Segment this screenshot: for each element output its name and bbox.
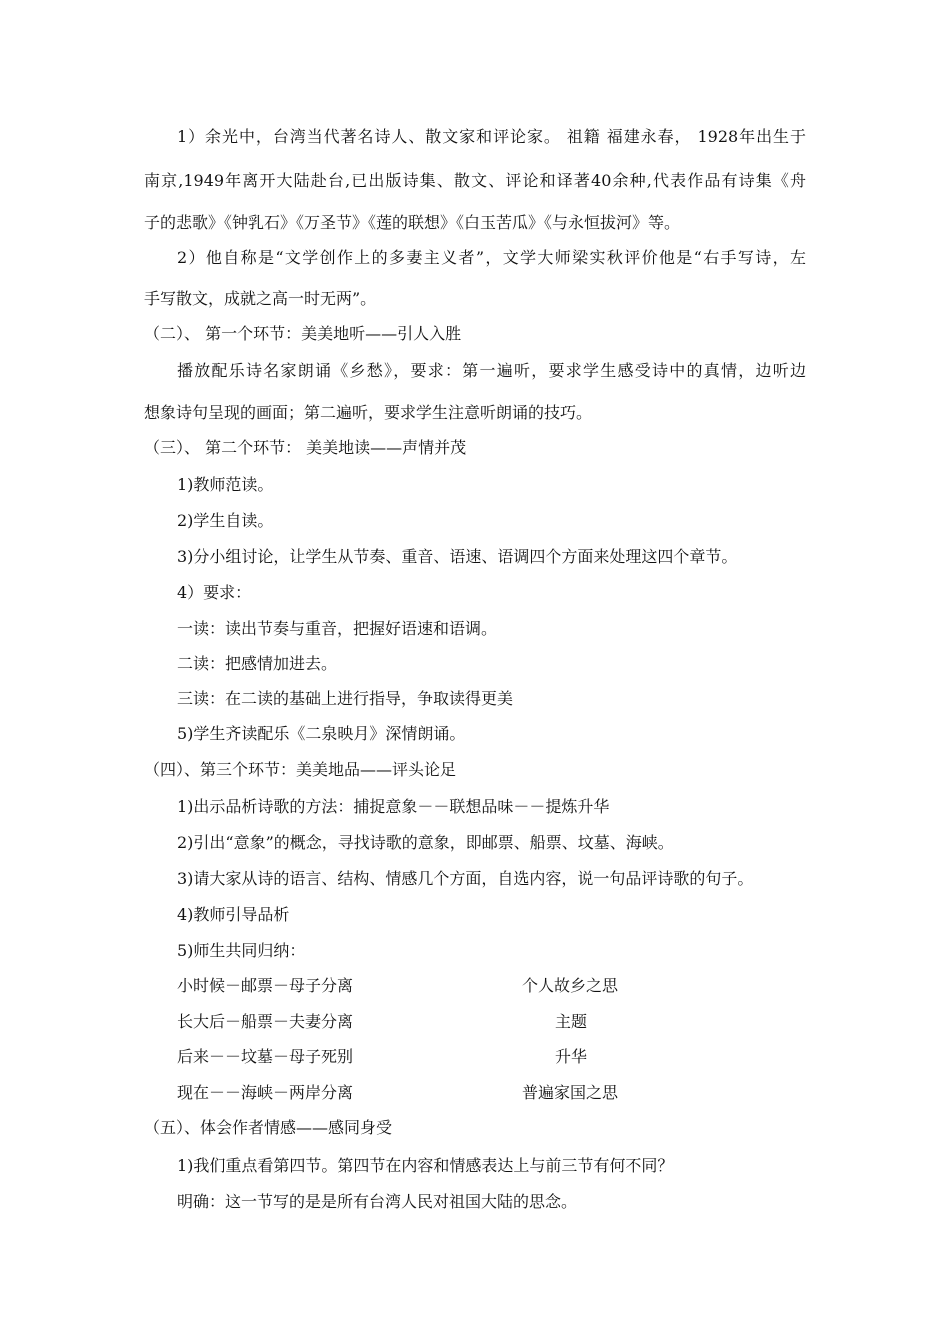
summary-row-right: 个人故乡之思 xyxy=(522,976,619,995)
summary-row-right: 主题 xyxy=(555,1012,588,1031)
section-3-item: 二读：把感情加进去。 xyxy=(177,654,338,673)
section-3-item: 4）要求： xyxy=(177,583,252,602)
summary-row-right: 升华 xyxy=(555,1047,588,1066)
section-5-item: 1)我们重点看第四节。第四节在内容和情感表达上与前三节有何不同？ xyxy=(177,1156,674,1175)
summary-row-left: 长大后－船票－夫妻分离 xyxy=(177,1012,354,1031)
section-3-heading: （三）、 第二个环节： 美美地读——声情并茂 xyxy=(144,438,467,457)
section-5-heading: （五）、体会作者情感——感同身受 xyxy=(144,1118,393,1137)
section-3-item: 2)学生自读。 xyxy=(177,511,274,530)
intro-paragraph-2-line-1: 2）他自称是“文学创作上的多妻主义者”，文学大师梁实秋评价他是“右手写诗，左 xyxy=(177,248,806,267)
summary-row-right: 普遍家国之思 xyxy=(522,1083,619,1102)
section-3-item: 一读：读出节奏与重音，把握好语速和语调。 xyxy=(177,619,498,638)
section-4-item: 2)引出“意象”的概念，寻找诗歌的意象，即邮票、船票、坟墓、海峡。 xyxy=(177,833,674,852)
intro-paragraph-1-line-2: 南京,1949年离开大陆赴台,已出版诗集、散文、评论和译著40余种,代表作品有诗集《舟 xyxy=(144,171,806,190)
intro-paragraph-2-line-2: 手写散文，成就之高一时无两”。 xyxy=(144,289,377,308)
section-4-heading: （四）、第三个环节：美美地品——评头论足 xyxy=(144,760,457,779)
section-4-item: 5)师生共同归纳： xyxy=(177,941,306,960)
section-3-item: 5)学生齐读配乐《二泉映月》深情朗诵。 xyxy=(177,724,466,743)
section-2-heading: （二）、 第一个环节：美美地听——引人入胜 xyxy=(144,324,462,343)
section-4-item: 3)请大家从诗的语言、结构、情感几个方面，自选内容，说一句品评诗歌的句子。 xyxy=(177,869,754,888)
section-3-item: 3)分小组讨论，让学生从节奏、重音、语速、语调四个方面来处理这四个章节。 xyxy=(177,547,738,566)
section-3-item: 三读：在二读的基础上进行指导，争取读得更美 xyxy=(177,689,514,708)
section-2-line-2: 想象诗句呈现的画面；第二遍听，要求学生注意听朗诵的技巧。 xyxy=(144,403,593,422)
summary-row-left: 小时候－邮票－母子分离 xyxy=(177,976,354,995)
section-3-item: 1)教师范读。 xyxy=(177,475,274,494)
section-2-line-1: 播放配乐诗名家朗诵《乡愁》，要求：第一遍听，要求学生感受诗中的真情，边听边 xyxy=(177,361,806,380)
intro-paragraph-1-line-3: 子的悲歌》《钟乳石》《万圣节》《莲的联想》《白玉苦瓜》《与永恒拔河》等。 xyxy=(144,213,681,232)
section-5-item: 明确：这一节写的是是所有台湾人民对祖国大陆的思念。 xyxy=(177,1192,578,1211)
section-4-item: 1)出示品析诗歌的方法：捕捉意象－－联想品味－－提炼升华 xyxy=(177,797,610,816)
section-4-item: 4)教师引导品析 xyxy=(177,905,290,924)
intro-paragraph-1-line-1: 1）余光中，台湾当代著名诗人、散文家和评论家。 祖籍 福建永春， 1928年出生于 xyxy=(177,127,806,146)
summary-row-left: 后来－－坟墓－母子死别 xyxy=(177,1047,354,1066)
summary-row-left: 现在－－海峡－两岸分离 xyxy=(177,1083,354,1102)
